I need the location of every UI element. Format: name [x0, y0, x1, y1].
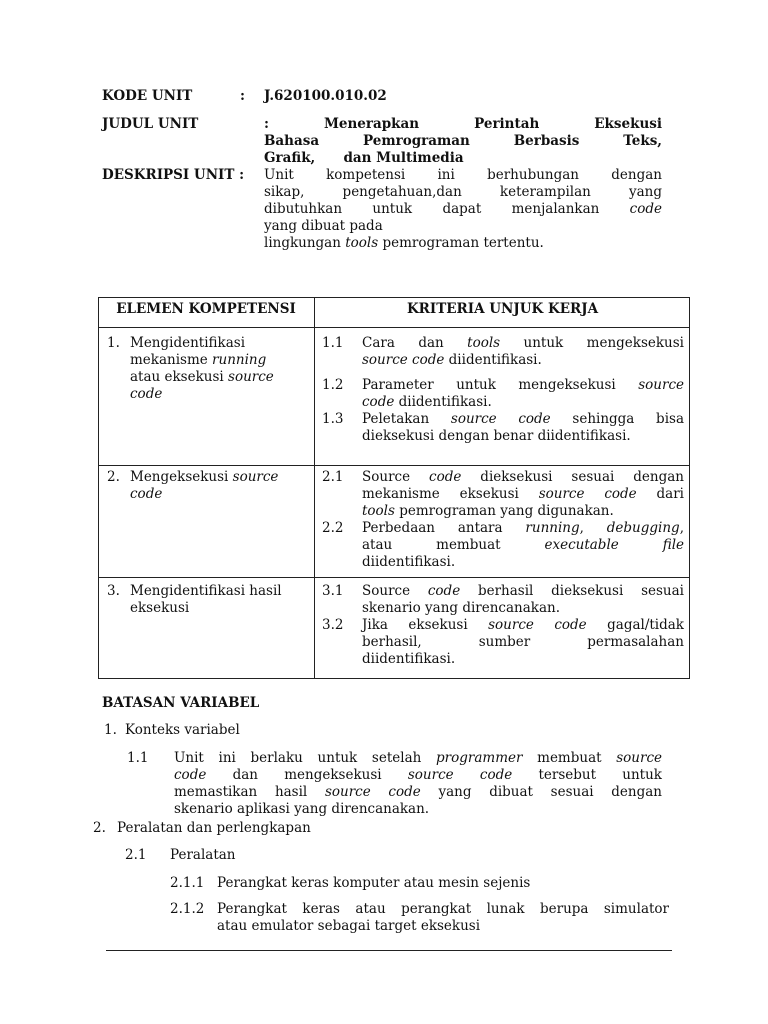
- list-number: 2.1.1: [170, 875, 205, 891]
- criteria-line: Cara dan tools untuk mengeksekusi: [362, 335, 684, 351]
- criteria-number: 1.3: [322, 411, 344, 427]
- kode-unit-value: J.620100.010.02: [264, 88, 387, 104]
- criteria-number: 1.2: [322, 377, 344, 393]
- table-row-divider-2: [98, 577, 690, 578]
- element-line: Mengidentifikasi: [130, 335, 246, 351]
- page-bottom-rule: [106, 950, 672, 951]
- criteria-line: tools pemrograman yang digunakan.: [362, 503, 614, 519]
- deskripsi-line-2: sikap, pengetahuan,dan keterampilan yang: [264, 184, 662, 200]
- criteria-line: mekanisme eksekusi source code dari: [362, 486, 684, 502]
- table-header-kriteria: KRITERIA UNJUK KERJA: [406, 301, 599, 317]
- criteria-number: 2.1: [322, 469, 344, 485]
- list-number: 2.: [93, 820, 106, 836]
- list-number: 1.: [104, 722, 117, 738]
- element-line: eksekusi: [130, 600, 190, 616]
- criteria-line: diidentifikasi.: [362, 651, 456, 667]
- peralatan-item-2-line-2: atau emulator sebagai target eksekusi: [217, 918, 481, 934]
- peralatan-item-2-line-1: Perangkat keras atau perangkat lunak berupa simulator: [217, 901, 669, 917]
- table-row-divider-1: [98, 465, 690, 466]
- criteria-line: code diidentifikasi.: [362, 394, 492, 410]
- criteria-number: 1.1: [322, 335, 344, 351]
- judul-unit-label: JUDUL UNIT: [102, 116, 199, 132]
- criteria-line: atau membuat executable file: [362, 537, 685, 553]
- konteks-line: code dan mengeksekusi source code tersebut untuk: [174, 767, 662, 783]
- criteria-number: 3.2: [322, 617, 344, 633]
- deskripsi-line-4: yang dibuat pada: [264, 218, 383, 234]
- criteria-number: 2.2: [322, 520, 344, 536]
- konteks-line: skenario aplikasi yang direncanakan.: [174, 801, 430, 817]
- kode-unit-label: KODE UNIT: [102, 88, 193, 104]
- peralatan-item-1: Perangkat keras komputer atau mesin sejenis: [217, 875, 531, 891]
- criteria-line: skenario yang direncanakan.: [362, 600, 560, 616]
- element-line: atau eksekusi source: [130, 369, 274, 385]
- judul-unit-line-1: : Menerapkan Perintah Eksekusi: [264, 116, 662, 132]
- element-line: Mengidentifikasi hasil: [130, 583, 282, 599]
- element-number: 2.: [107, 469, 120, 485]
- batasan-variabel-title: BATASAN VARIABEL: [102, 695, 260, 711]
- judul-unit-line-3: Grafik, dan Multimedia: [264, 150, 464, 166]
- element-line: Mengeksekusi source: [130, 469, 279, 485]
- peralatan-perlengkapan-label: Peralatan dan perlengkapan: [117, 820, 311, 836]
- criteria-number: 3.1: [322, 583, 344, 599]
- list-number: 2.1: [125, 847, 147, 863]
- konteks-variabel-label: Konteks variabel: [125, 722, 240, 738]
- judul-unit-line-2: Bahasa Pemrograman Berbasis Teks,: [264, 133, 662, 149]
- deskripsi-line-5: lingkungan tools pemrograman tertentu.: [264, 235, 544, 251]
- criteria-line: diidentifikasi.: [362, 554, 456, 570]
- element-line: code: [130, 486, 163, 502]
- deskripsi-line-1: Unit kompetensi ini berhubungan dengan: [264, 167, 662, 183]
- criteria-line: Perbedaan antara running, debugging,: [362, 520, 684, 536]
- criteria-line: Jika eksekusi source code gagal/tidak: [362, 617, 684, 633]
- kode-unit-colon: :: [240, 88, 245, 104]
- element-number: 3.: [107, 583, 120, 599]
- criteria-line: Source code dieksekusi sesuai dengan: [362, 469, 684, 485]
- deskripsi-unit-label: DESKRIPSI UNIT :: [102, 167, 245, 183]
- criteria-line: source code diidentifikasi.: [362, 352, 542, 368]
- peralatan-label: Peralatan: [170, 847, 236, 863]
- konteks-line: Unit ini berlaku untuk setelah programmer membuat source: [174, 750, 663, 766]
- table-column-divider: [314, 297, 315, 679]
- element-number: 1.: [107, 335, 120, 351]
- criteria-line: dieksekusi dengan benar diidentifikasi.: [362, 428, 631, 444]
- list-number: 1.1: [127, 750, 149, 766]
- konteks-line: memastikan hasil source code yang dibuat sesuai dengan: [174, 784, 662, 800]
- criteria-line: Peletakan source code sehingga bisa: [362, 411, 684, 427]
- list-number: 2.1.2: [170, 901, 205, 917]
- element-line: mekanisme running: [130, 352, 267, 368]
- element-line: code: [130, 386, 163, 402]
- criteria-line: Parameter untuk mengeksekusi source: [362, 377, 684, 393]
- table-header-divider: [98, 327, 690, 328]
- criteria-line: berhasil, sumber permasalahan: [362, 634, 684, 650]
- table-header-elemen: ELEMEN KOMPETENSI: [116, 301, 296, 317]
- criteria-line: Source code berhasil dieksekusi sesuai: [362, 583, 684, 599]
- deskripsi-line-3: dibutuhkan untuk dapat menjalankan code: [264, 201, 662, 217]
